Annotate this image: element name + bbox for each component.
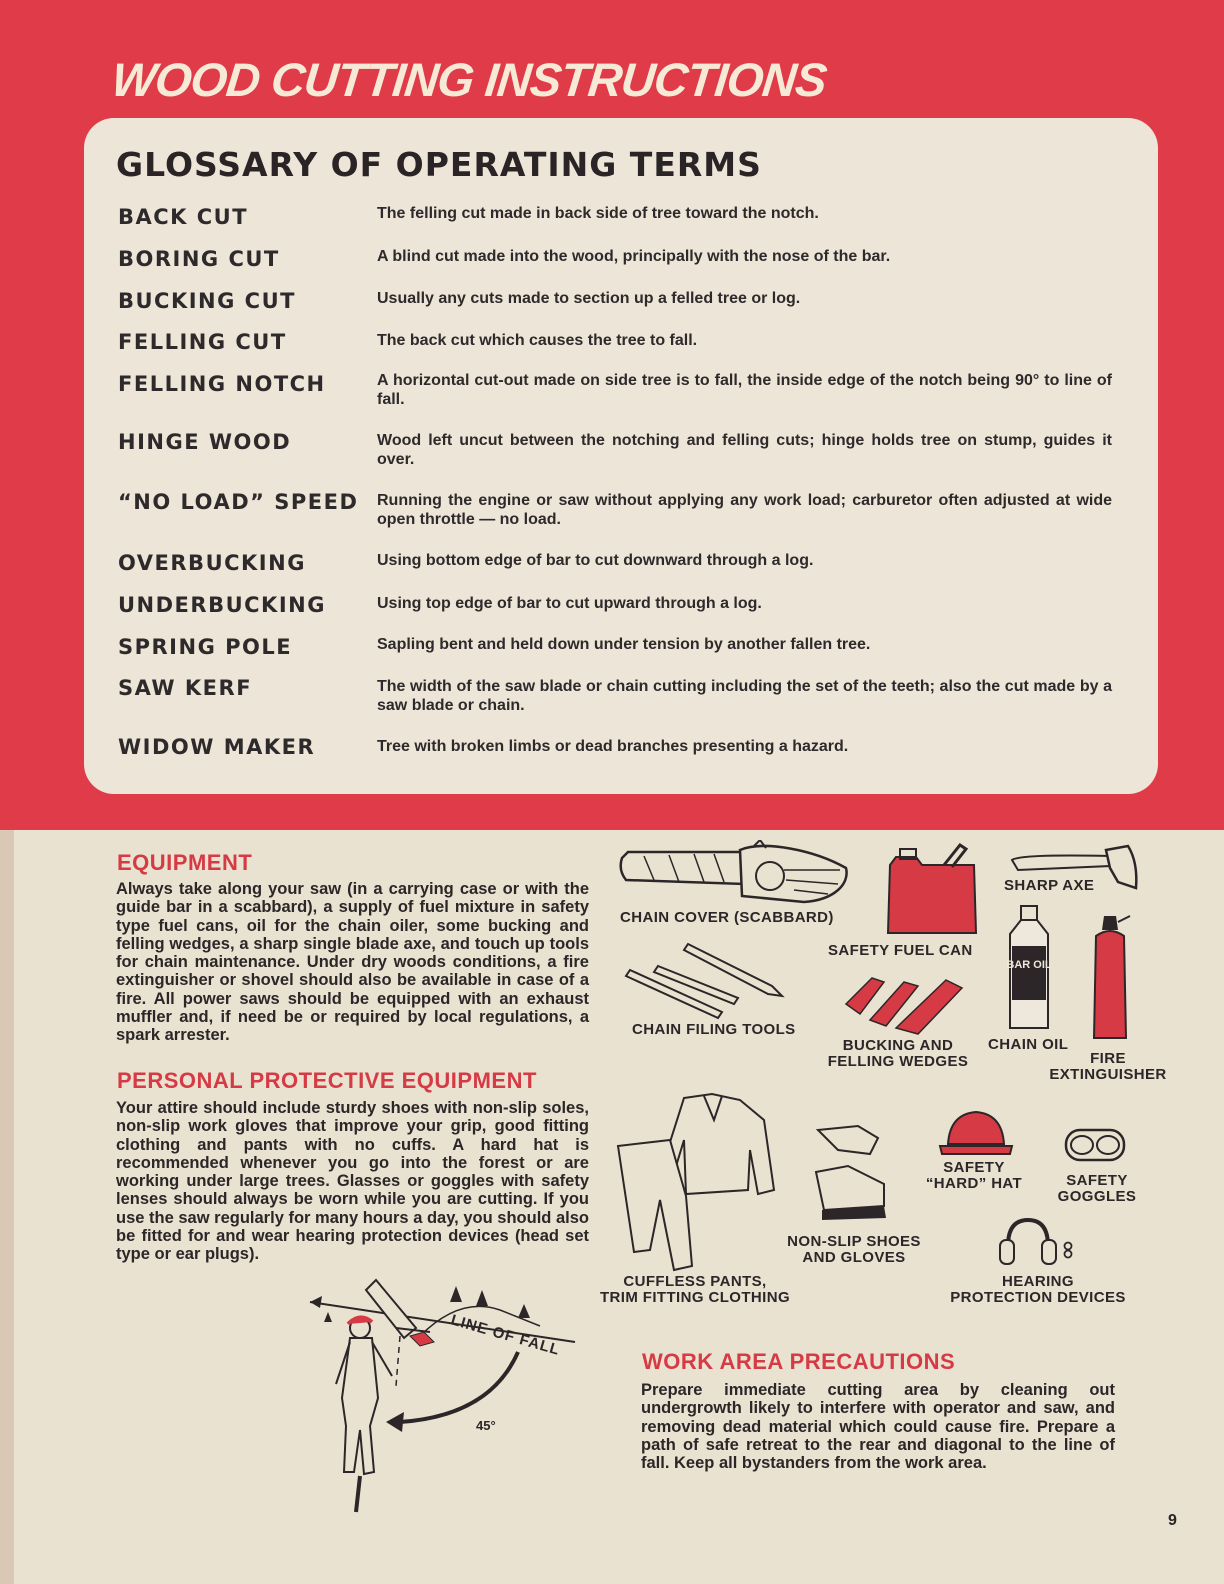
line-of-fall-diagram [300, 1276, 585, 1516]
glossary-definition: Sapling bent and held down under tension by another fallen tree. [377, 636, 871, 653]
shoes-gloves-label: NON-SLIP SHOES AND GLOVES [787, 1233, 921, 1266]
hearing-label: HEARING PROTECTION DEVICES [950, 1273, 1126, 1306]
glossary-term: HINGE WOOD [118, 430, 292, 454]
glossary-definition: The width of the saw blade or chain cutting including the set of the teeth; also the cut made by a saw blade or chain. [377, 678, 1112, 714]
glossary-term: BORING CUT [118, 247, 280, 271]
goggles-icon [1062, 1122, 1128, 1168]
fire-extinguisher-icon [1090, 912, 1134, 1042]
gloves-shoes-icon [808, 1118, 888, 1223]
line-of-fall-label: LINE OF FALL [448, 1311, 563, 1359]
chain-oil-label: CHAIN OIL [988, 1036, 1069, 1053]
glossary-definition: A horizontal cut-out made on side tree is to fall, the inside edge of the notch being 90° to line of fall. [377, 372, 1112, 408]
work-area-text: Prepare immediate cutting area by cleaning out undergrowth likely to interfere with operator and saw, and removing dead material which could cause fire. Prepare a path of safe retreat to the rear and diagonal to the line of fall. Keep all bystanders from the work area. [641, 1381, 1115, 1473]
axe-label: SHARP AXE [1004, 877, 1095, 894]
page-title: WOOD CUTTING INSTRUCTIONS [109, 53, 829, 106]
hard-hat-icon [938, 1108, 1014, 1158]
glossary-term: FELLING CUT [118, 330, 287, 354]
glossary-title: GLOSSARY OF OPERATING TERMS [116, 145, 762, 184]
glossary-definition: The felling cut made in back side of tree toward the notch. [377, 205, 819, 222]
glossary-term: SPRING POLE [118, 635, 293, 659]
glossary-term: BUCKING CUT [118, 289, 296, 313]
glossary-definition: Wood left uncut between the notching and felling cuts; hinge holds tree on stump, guides it over. [377, 432, 1112, 468]
clothing-icon [614, 1090, 779, 1275]
equipment-text: Always take along your saw (in a carrying case or with the guide bar in a scabbard), a supply of fuel mixture in safety type fuel cans, oil for the chain oiler, some bucking and felling wedges, a sharp single blade axe, and touch up tools for chain maintenance. Under dry woods conditions, a fire extinguisher or shovel should also be available in case of a fire. All power saws should be equipped with an exhaust muffler and, if need be or required by local regulations, a spark arrester. [116, 880, 589, 1045]
glossary-term: UNDERBUCKING [118, 593, 326, 617]
page-number: 9 [1168, 1512, 1177, 1529]
goggles-label: SAFETY GOGGLES [1057, 1172, 1137, 1205]
wedges-icon [842, 972, 967, 1036]
page-edge [0, 830, 14, 1584]
glossary-definition: Tree with broken limbs or dead branches presenting a hazard. [377, 738, 849, 755]
glossary-term: “NO LOAD” SPEED [118, 490, 359, 514]
work-area-heading: WORK AREA PRECAUTIONS [642, 1349, 956, 1374]
clothing-label: CUFFLESS PANTS, TRIM FITTING CLOTHING [599, 1273, 791, 1306]
glossary-definition: The back cut which causes the tree to fall. [377, 332, 698, 349]
ppe-text: Your attire should include sturdy shoes with non-slip soles, non-slip work gloves that improve your grip, good fitting clothing and pants with no cuffs. A hard hat is recommended whenever you go into the forest or are working under large trees. Glasses or goggles with safety lenses should always be worn while you are cutting. If you use the saw regularly for many hours a day, you should also be fitted for and wear hearing protection devices (head set type or ear plugs). [116, 1099, 589, 1264]
glossary-definition: A blind cut made into the wood, principally with the nose of the bar. [377, 248, 891, 265]
equipment-heading: EQUIPMENT [117, 850, 253, 875]
ppe-heading: PERSONAL PROTECTIVE EQUIPMENT [117, 1068, 537, 1093]
filing-tools-label: CHAIN FILING TOOLS [632, 1021, 796, 1038]
hearing-protection-icon [998, 1216, 1078, 1268]
wedges-label: BUCKING AND FELLING WEDGES [827, 1037, 969, 1070]
glossary-term: FELLING NOTCH [118, 372, 326, 396]
fire-extinguisher-label: FIRE EXTINGUISHER [1049, 1050, 1167, 1083]
fuel-can-label: SAFETY FUEL CAN [828, 942, 973, 959]
chain-oil-bottle-icon [1002, 904, 1056, 1034]
chain-cover-label: CHAIN COVER (SCABBARD) [620, 909, 834, 926]
glossary-term: OVERBUCKING [118, 551, 306, 575]
glossary-term: BACK CUT [118, 205, 249, 229]
glossary-definition: Using bottom edge of bar to cut downward through a log. [377, 552, 814, 569]
glossary-definition: Running the engine or saw without applying any work load; carburetor often adjusted at wide open throttle — no load. [377, 492, 1112, 528]
chain-filing-tools-icon [622, 940, 787, 1020]
glossary-term: WIDOW MAKER [118, 735, 316, 759]
glossary-definition: Using top edge of bar to cut upward through a log. [377, 595, 762, 612]
hard-hat-label: SAFETY “HARD” HAT [925, 1159, 1023, 1192]
fuel-can-icon [882, 843, 982, 938]
chain-cover-illustration [614, 840, 854, 910]
glossary-definition: Usually any cuts made to section up a felled tree or log. [377, 290, 801, 307]
angle-label: 45° [476, 1418, 496, 1433]
glossary-term: SAW KERF [118, 676, 253, 700]
oil-label-text: BAR OIL [1006, 959, 1052, 971]
